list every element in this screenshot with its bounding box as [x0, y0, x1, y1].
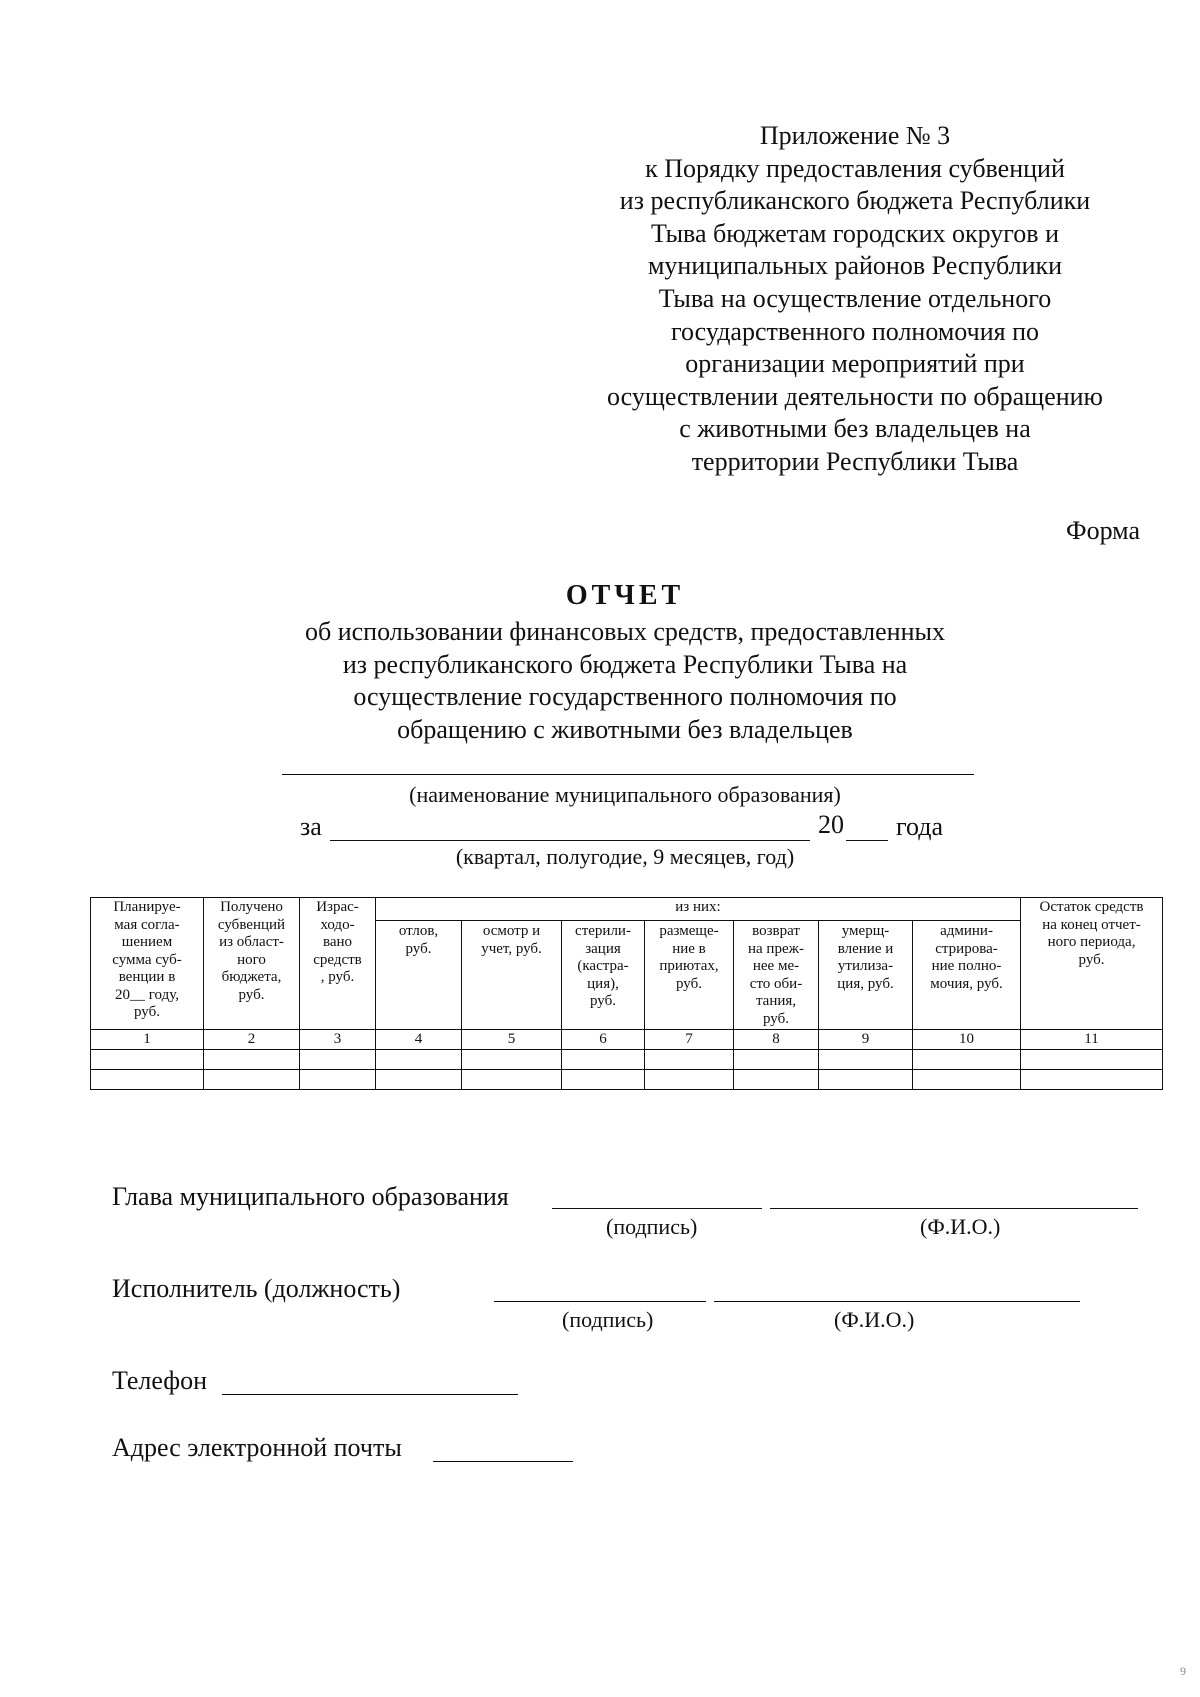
header-text: руб.	[763, 1010, 789, 1027]
header-received	[204, 898, 300, 1030]
table-cell[interactable]	[300, 1050, 376, 1070]
header-text: возврат	[752, 923, 800, 939]
header-group-of-them: из них:	[376, 898, 1021, 921]
appendix-line: государственного полномочия по	[670, 316, 1039, 346]
report-table	[90, 897, 1163, 1090]
header-text: тания,	[755, 993, 797, 1009]
subtitle-line: осуществление государственного полномочия по	[353, 682, 897, 711]
head-name-caption: (Ф.И.О.)	[920, 1214, 1001, 1239]
header-text: ние полно-	[931, 958, 1002, 974]
header-text: (кастра-	[577, 958, 629, 974]
executor-name-caption: (Ф.И.О.)	[834, 1307, 915, 1332]
table-cell[interactable]	[462, 1050, 562, 1070]
header-text: вано	[322, 934, 353, 950]
header-planned-amount	[91, 898, 204, 1030]
header-text: венции в	[118, 969, 176, 985]
phone-line[interactable]	[222, 1394, 518, 1395]
header-text: из област-	[219, 934, 284, 950]
header-text: вление и	[837, 940, 894, 957]
head-name-line[interactable]	[770, 1208, 1138, 1209]
header-shelter	[645, 921, 734, 1030]
email-line[interactable]	[433, 1461, 573, 1462]
header-text: , руб.	[320, 969, 355, 985]
header-administration	[913, 921, 1021, 1030]
table-cell[interactable]	[376, 1070, 462, 1090]
column-number: 3	[300, 1030, 376, 1050]
period-suffix: года	[896, 812, 944, 841]
table-cell[interactable]	[91, 1070, 204, 1090]
table-row	[91, 1070, 1163, 1090]
municipality-caption: (наименование муниципального образования)	[409, 782, 841, 807]
header-text: бюджета,	[221, 969, 282, 985]
header-capture	[376, 921, 462, 1030]
table-cell[interactable]	[562, 1070, 645, 1090]
column-number: 4	[376, 1030, 462, 1050]
column-number: 7	[645, 1030, 734, 1050]
header-text: средств	[313, 951, 362, 968]
header-text: отлов,	[398, 923, 439, 939]
appendix-line: муниципальных районов Республики	[647, 251, 1063, 281]
header-text: утилиза-	[837, 958, 894, 974]
header-text: руб.	[134, 1004, 160, 1020]
executor-sign-caption: (подпись)	[562, 1307, 654, 1332]
phone-label: Телефон	[112, 1366, 208, 1395]
header-text: Получено	[220, 899, 283, 915]
table-cell[interactable]	[645, 1050, 734, 1070]
header-text: руб.	[405, 940, 432, 957]
column-number: 11	[1021, 1030, 1163, 1050]
header-text: ного	[237, 951, 266, 968]
appendix-line: из республиканского бюджета Республики	[619, 186, 1091, 216]
appendix-header	[590, 120, 1120, 479]
table-cell[interactable]	[734, 1050, 819, 1070]
corner-mark: 9	[1180, 1664, 1186, 1678]
header-sterilization	[562, 921, 645, 1030]
table-cell[interactable]	[645, 1070, 734, 1090]
header-text: ция, руб.	[837, 975, 894, 992]
column-number: 8	[734, 1030, 819, 1050]
header-text: зация	[585, 940, 621, 957]
table-row	[91, 1050, 1163, 1070]
report-subtitle	[0, 616, 1200, 746]
header-text: Остаток средств	[1039, 899, 1144, 915]
header-text: стерили-	[575, 923, 631, 939]
header-text: админи-	[940, 923, 993, 939]
header-text: ние в	[672, 940, 706, 957]
subtitle-line: из республиканского бюджета Республики Тыва на	[342, 649, 908, 679]
table-cell[interactable]	[1021, 1050, 1163, 1070]
column-number: 10	[913, 1030, 1021, 1050]
period-prefix: за	[300, 812, 322, 841]
header-text: Израс-	[316, 899, 359, 915]
email-label: Адрес электронной почты	[112, 1433, 402, 1462]
column-number: 5	[462, 1030, 562, 1050]
header-text: мочия, руб.	[930, 975, 1003, 992]
header-text: руб.	[238, 986, 265, 1003]
column-numbers-row	[91, 1030, 1163, 1050]
header-text: мая согла-	[114, 916, 180, 933]
header-text: размеще-	[659, 923, 719, 939]
table-cell[interactable]	[913, 1070, 1021, 1090]
table-cell[interactable]	[204, 1050, 300, 1070]
header-text: стрирова-	[935, 940, 998, 957]
table-cell[interactable]	[1021, 1070, 1163, 1090]
header-balance	[1021, 898, 1163, 1030]
header-text: на преж-	[748, 940, 804, 957]
executor-signature-line[interactable]	[494, 1301, 706, 1302]
header-text: сумма суб-	[112, 951, 182, 968]
head-signature-line[interactable]	[552, 1208, 762, 1209]
table-cell[interactable]	[91, 1050, 204, 1070]
column-number: 2	[204, 1030, 300, 1050]
header-spent	[300, 898, 376, 1030]
municipality-name-line[interactable]	[282, 774, 974, 775]
table-cell[interactable]	[462, 1070, 562, 1090]
column-number: 1	[91, 1030, 204, 1050]
table-cell[interactable]	[734, 1070, 819, 1090]
header-text: ция),	[587, 975, 619, 992]
header-text: на конец отчет-	[1042, 916, 1141, 933]
appendix-line: к Порядку предоставления субвенций	[645, 153, 1065, 183]
period-year-prefix: 20	[818, 810, 844, 839]
header-text: нее ме-	[752, 958, 800, 974]
header-text: ного периода,	[1047, 934, 1136, 950]
form-label: Форма	[1066, 516, 1140, 545]
subtitle-line: обращению с животными без владельцев	[397, 714, 853, 744]
header-text: руб.	[1078, 951, 1105, 968]
header-text: 20__ году,	[115, 986, 179, 1003]
table-cell[interactable]	[819, 1070, 913, 1090]
period-caption: (квартал, полугодие, 9 месяцев, год)	[455, 844, 795, 869]
appendix-line: Тыва на осуществление отдельного	[658, 283, 1052, 313]
header-text: субвенций	[217, 916, 286, 933]
appendix-line: осуществлении деятельности по обращению	[607, 381, 1103, 411]
header-inspection	[462, 921, 562, 1030]
executor-label: Исполнитель (должность)	[112, 1274, 401, 1303]
report-title: ОТЧЕТ	[565, 580, 685, 611]
subtitle-line: об использовании финансовых средств, предоставленных	[305, 617, 945, 646]
table-cell[interactable]	[300, 1070, 376, 1090]
table-cell[interactable]	[562, 1050, 645, 1070]
header-return	[734, 921, 819, 1030]
appendix-line: Тыва бюджетам городских округов и	[650, 218, 1059, 248]
appendix-line: Приложение № 3	[759, 121, 951, 150]
period-line[interactable]	[330, 840, 810, 841]
table-cell[interactable]	[913, 1050, 1021, 1070]
column-number: 9	[819, 1030, 913, 1050]
header-text: руб.	[676, 975, 702, 992]
header-text: осмотр и	[482, 923, 541, 939]
header-text: руб.	[590, 993, 616, 1009]
table-cell[interactable]	[819, 1050, 913, 1070]
header-text: сто оби-	[749, 975, 803, 992]
table-cell[interactable]	[376, 1050, 462, 1070]
head-label: Глава муниципального образования	[112, 1182, 509, 1211]
appendix-line: с животными без владельцев на	[679, 414, 1031, 444]
header-text: умерщ-	[841, 923, 890, 939]
header-text: Планируе-	[113, 899, 181, 915]
appendix-line: организации мероприятий при	[685, 349, 1025, 379]
appendix-line: территории Республики Тыва	[691, 446, 1019, 476]
header-text: ходо-	[320, 916, 355, 933]
head-sign-caption: (подпись)	[606, 1214, 698, 1239]
period-year-line[interactable]	[846, 840, 888, 841]
table-cell[interactable]	[204, 1070, 300, 1090]
header-text: приютах,	[659, 958, 719, 974]
header-text: шением	[121, 934, 173, 950]
executor-name-line[interactable]	[714, 1301, 1080, 1302]
column-number: 6	[562, 1030, 645, 1050]
header-euthanasia	[819, 921, 913, 1030]
header-text: учет, руб.	[481, 940, 542, 957]
